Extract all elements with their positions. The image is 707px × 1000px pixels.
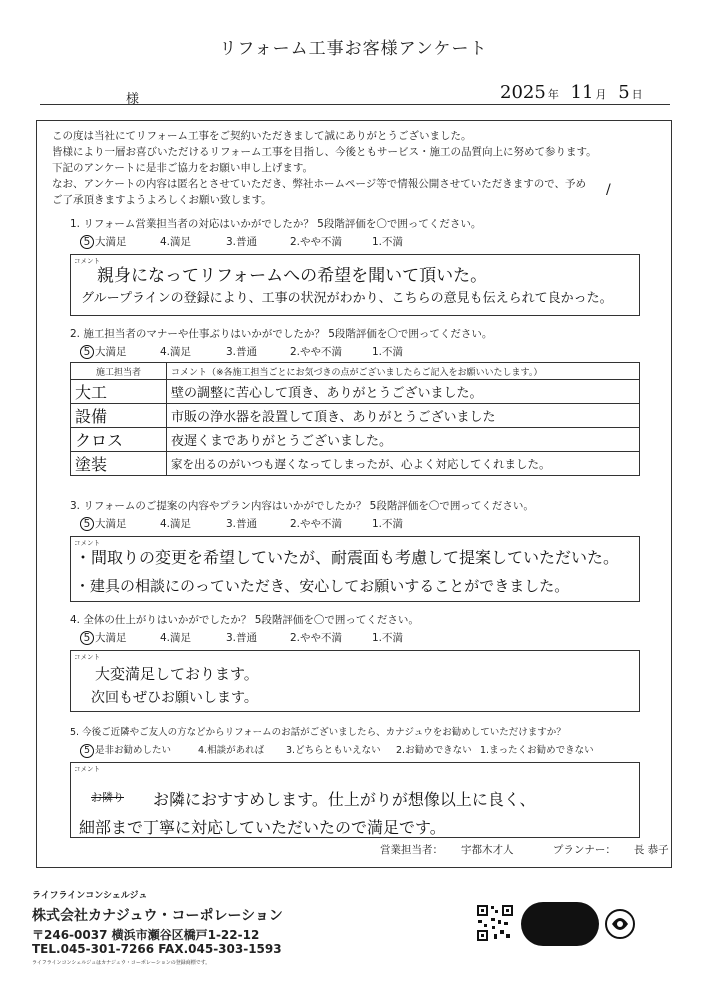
customer-name-line bbox=[40, 104, 670, 105]
question-5-options bbox=[80, 742, 594, 758]
staff-role: 大工 bbox=[71, 380, 167, 404]
staff-comment[interactable]: 市販の浄水器を設置して頂き、ありがとうございました bbox=[167, 404, 640, 428]
comment-line: 親身になってリフォームへの希望を聞いて頂いた。 bbox=[97, 266, 488, 286]
footer-company: 株式会社カナジュウ・コーポレーション bbox=[32, 908, 283, 924]
staff-comment-table bbox=[70, 362, 640, 476]
footer-note: ライフラインコンシェルジュはカナジュウ・コーポレーションの登録商標です。 bbox=[32, 960, 211, 966]
table-row bbox=[71, 428, 640, 452]
customer-honorific: 様 bbox=[126, 92, 140, 107]
option-2[interactable]: 2.やや不満 bbox=[290, 632, 343, 644]
comment-line: 次回もぜひお願いします。 bbox=[91, 690, 258, 706]
option-1[interactable]: 1.不満 bbox=[372, 236, 404, 248]
option-2[interactable]: 2.やや不満 bbox=[290, 518, 343, 530]
option-5[interactable]: 大満足 bbox=[95, 236, 127, 248]
comment-line: ・建具の相談にのっていただき、安心してお願いすることができました。 bbox=[75, 577, 570, 595]
comment-line: グループラインの登録により、工事の状況がわかり、こちらの意見も伝えられて良かった。 bbox=[81, 291, 613, 306]
option-2[interactable]: 2.お勧めできない bbox=[396, 745, 472, 756]
option-5[interactable]: 大満足 bbox=[95, 518, 127, 530]
comment-label: コメント bbox=[74, 539, 100, 547]
option-2[interactable]: 2.やや不満 bbox=[290, 346, 343, 358]
question-1: 1. リフォーム営業担当者の対応はいかがでしたか？ 5段階評価を〇で囲ってください。 bbox=[70, 218, 482, 230]
comment-line: 細部まで丁寧に対応していただいたので満足です。 bbox=[79, 818, 446, 837]
staff-role: 設備 bbox=[71, 404, 167, 428]
option-4[interactable]: 4.満足 bbox=[160, 346, 192, 358]
check-mark: / bbox=[606, 182, 611, 198]
table-row bbox=[71, 404, 640, 428]
company-logo-icon bbox=[602, 906, 638, 942]
redacted-seal bbox=[521, 902, 599, 946]
option-1[interactable]: 1.不満 bbox=[372, 346, 404, 358]
comment-label: コメント bbox=[74, 653, 100, 661]
staff-comment[interactable]: 壁の調整に苦心して頂き、ありがとうございました。 bbox=[167, 380, 640, 404]
date-month: 11 bbox=[570, 82, 594, 103]
option-5[interactable]: 是非お勧めしたい bbox=[95, 745, 172, 756]
staff-comment[interactable]: 夜遅くまでありがとうございました。 bbox=[167, 428, 640, 452]
question-5: 5. 今後ご近隣やご友人の方などからリフォームのお話がございましたら、カナジュウをお勧めしていただけますか？ bbox=[70, 727, 566, 738]
option-3[interactable]: 3.普通 bbox=[226, 236, 258, 248]
date-day: 5 bbox=[618, 82, 630, 103]
option-5[interactable]: 大満足 bbox=[95, 632, 127, 644]
question-2: 2. 施工担当者のマナーや仕事ぶりはいかがでしたか？ 5段階評価を〇で囲ってください。 bbox=[70, 328, 493, 340]
survey-date bbox=[500, 82, 649, 103]
option-3[interactable]: 3.普通 bbox=[226, 518, 258, 530]
comment-label: コメント bbox=[74, 765, 100, 773]
question-2-options bbox=[80, 344, 403, 359]
rating-circle[interactable]: 5 bbox=[80, 744, 94, 758]
rating-circle[interactable]: 5 bbox=[80, 345, 94, 359]
staff-role: 塗装 bbox=[71, 452, 167, 476]
planner-name: 長 恭子 bbox=[633, 844, 669, 856]
table-header-comment: コメント（※各施工担当ごとにお気づきの点がございましたらご記入をお願いいたします。） bbox=[167, 363, 640, 380]
rating-circle[interactable]: 5 bbox=[80, 235, 94, 249]
option-5[interactable]: 大満足 bbox=[95, 346, 127, 358]
intro-text bbox=[52, 128, 672, 208]
sales-name: 宇都木才人 bbox=[461, 844, 514, 856]
comment-line: ・間取りの変更を希望していたが、耐震面も考慮して提案していただいた。 bbox=[75, 548, 620, 567]
footer-address: 〒246-0037 横浜市瀬谷区橋戸1-22-12 bbox=[32, 928, 260, 942]
signers bbox=[380, 842, 705, 857]
intro-line: なお、アンケートの内容は匿名とさせていただき、弊社ホームページ等で情報公開させていただきますので、予め bbox=[52, 178, 587, 190]
intro-line: この度は当社にてリフォーム工事をご契約いただきまして誠にありがとうございました。 bbox=[52, 130, 472, 142]
option-3[interactable]: 3.どちらともいえない bbox=[286, 745, 381, 756]
comment-line: お隣におすすめします。仕上がりが想像以上に良く、 bbox=[153, 790, 536, 809]
option-4[interactable]: 4.満足 bbox=[160, 518, 192, 530]
staff-role: クロス bbox=[71, 428, 167, 452]
staff-comment[interactable]: 家を出るのがいつも遅くなってしまったが、心よく対応してくれました。 bbox=[167, 452, 640, 476]
option-3[interactable]: 3.普通 bbox=[226, 346, 258, 358]
intro-line: 下記のアンケートに是非ご協力をお願い申し上げます。 bbox=[52, 162, 314, 174]
option-1[interactable]: 1.不満 bbox=[372, 632, 404, 644]
rating-circle[interactable]: 5 bbox=[80, 631, 94, 645]
date-month-unit: 月 bbox=[595, 88, 607, 101]
table-row bbox=[71, 380, 640, 404]
struck-comment: お隣り bbox=[91, 791, 124, 804]
question-3-comment-box[interactable] bbox=[70, 536, 640, 602]
question-4-options bbox=[80, 630, 403, 645]
table-row bbox=[71, 452, 640, 476]
intro-line: ご了承頂きますようよろしくお願い致します。 bbox=[52, 194, 272, 206]
date-year: 2025 bbox=[500, 82, 546, 103]
question-5-comment-box[interactable] bbox=[70, 762, 640, 838]
date-year-unit: 年 bbox=[547, 88, 559, 101]
option-3[interactable]: 3.普通 bbox=[226, 632, 258, 644]
question-1-comment-box[interactable] bbox=[70, 254, 640, 316]
table-header-row bbox=[71, 363, 640, 380]
question-4-comment-box[interactable] bbox=[70, 650, 640, 712]
comment-line: 大変満足しております。 bbox=[95, 665, 259, 683]
sales-label: 営業担当者： bbox=[380, 844, 443, 856]
rating-circle[interactable]: 5 bbox=[80, 517, 94, 531]
option-1[interactable]: 1.不満 bbox=[372, 518, 404, 530]
date-day-unit: 日 bbox=[631, 88, 643, 101]
question-3-options bbox=[80, 516, 403, 531]
question-3: 3. リフォームのご提案の内容やプラン内容はいかがでしたか？ 5段階評価を〇で囲ってください。 bbox=[70, 500, 534, 512]
option-4[interactable]: 4.相談があれば bbox=[198, 745, 265, 756]
option-4[interactable]: 4.満足 bbox=[160, 632, 192, 644]
qr-code-icon[interactable] bbox=[476, 904, 514, 942]
table-header-role: 施工担当者 bbox=[71, 363, 167, 380]
option-1[interactable]: 1.まったくお勧めできない bbox=[480, 745, 594, 756]
page-title: リフォーム工事お客様アンケート bbox=[219, 39, 488, 59]
intro-line: 皆様により一層お喜びいただけるリフォーム工事を目指し、今後ともサービス・施工の品質向上に努めて参ります。 bbox=[52, 146, 597, 158]
option-2[interactable]: 2.やや不満 bbox=[290, 236, 343, 248]
comment-label: コメント bbox=[74, 257, 100, 265]
option-4[interactable]: 4.満足 bbox=[160, 236, 192, 248]
question-1-options bbox=[80, 234, 403, 249]
footer-tagline: ライフラインコンシェルジュ bbox=[32, 891, 148, 901]
footer-phone: TEL.045-301-7266 FAX.045-303-1593 bbox=[32, 942, 282, 956]
question-4: 4. 全体の仕上がりはいかがでしたか？ 5段階評価を〇で囲ってください。 bbox=[70, 614, 419, 626]
planner-label: プランナー： bbox=[552, 844, 616, 856]
